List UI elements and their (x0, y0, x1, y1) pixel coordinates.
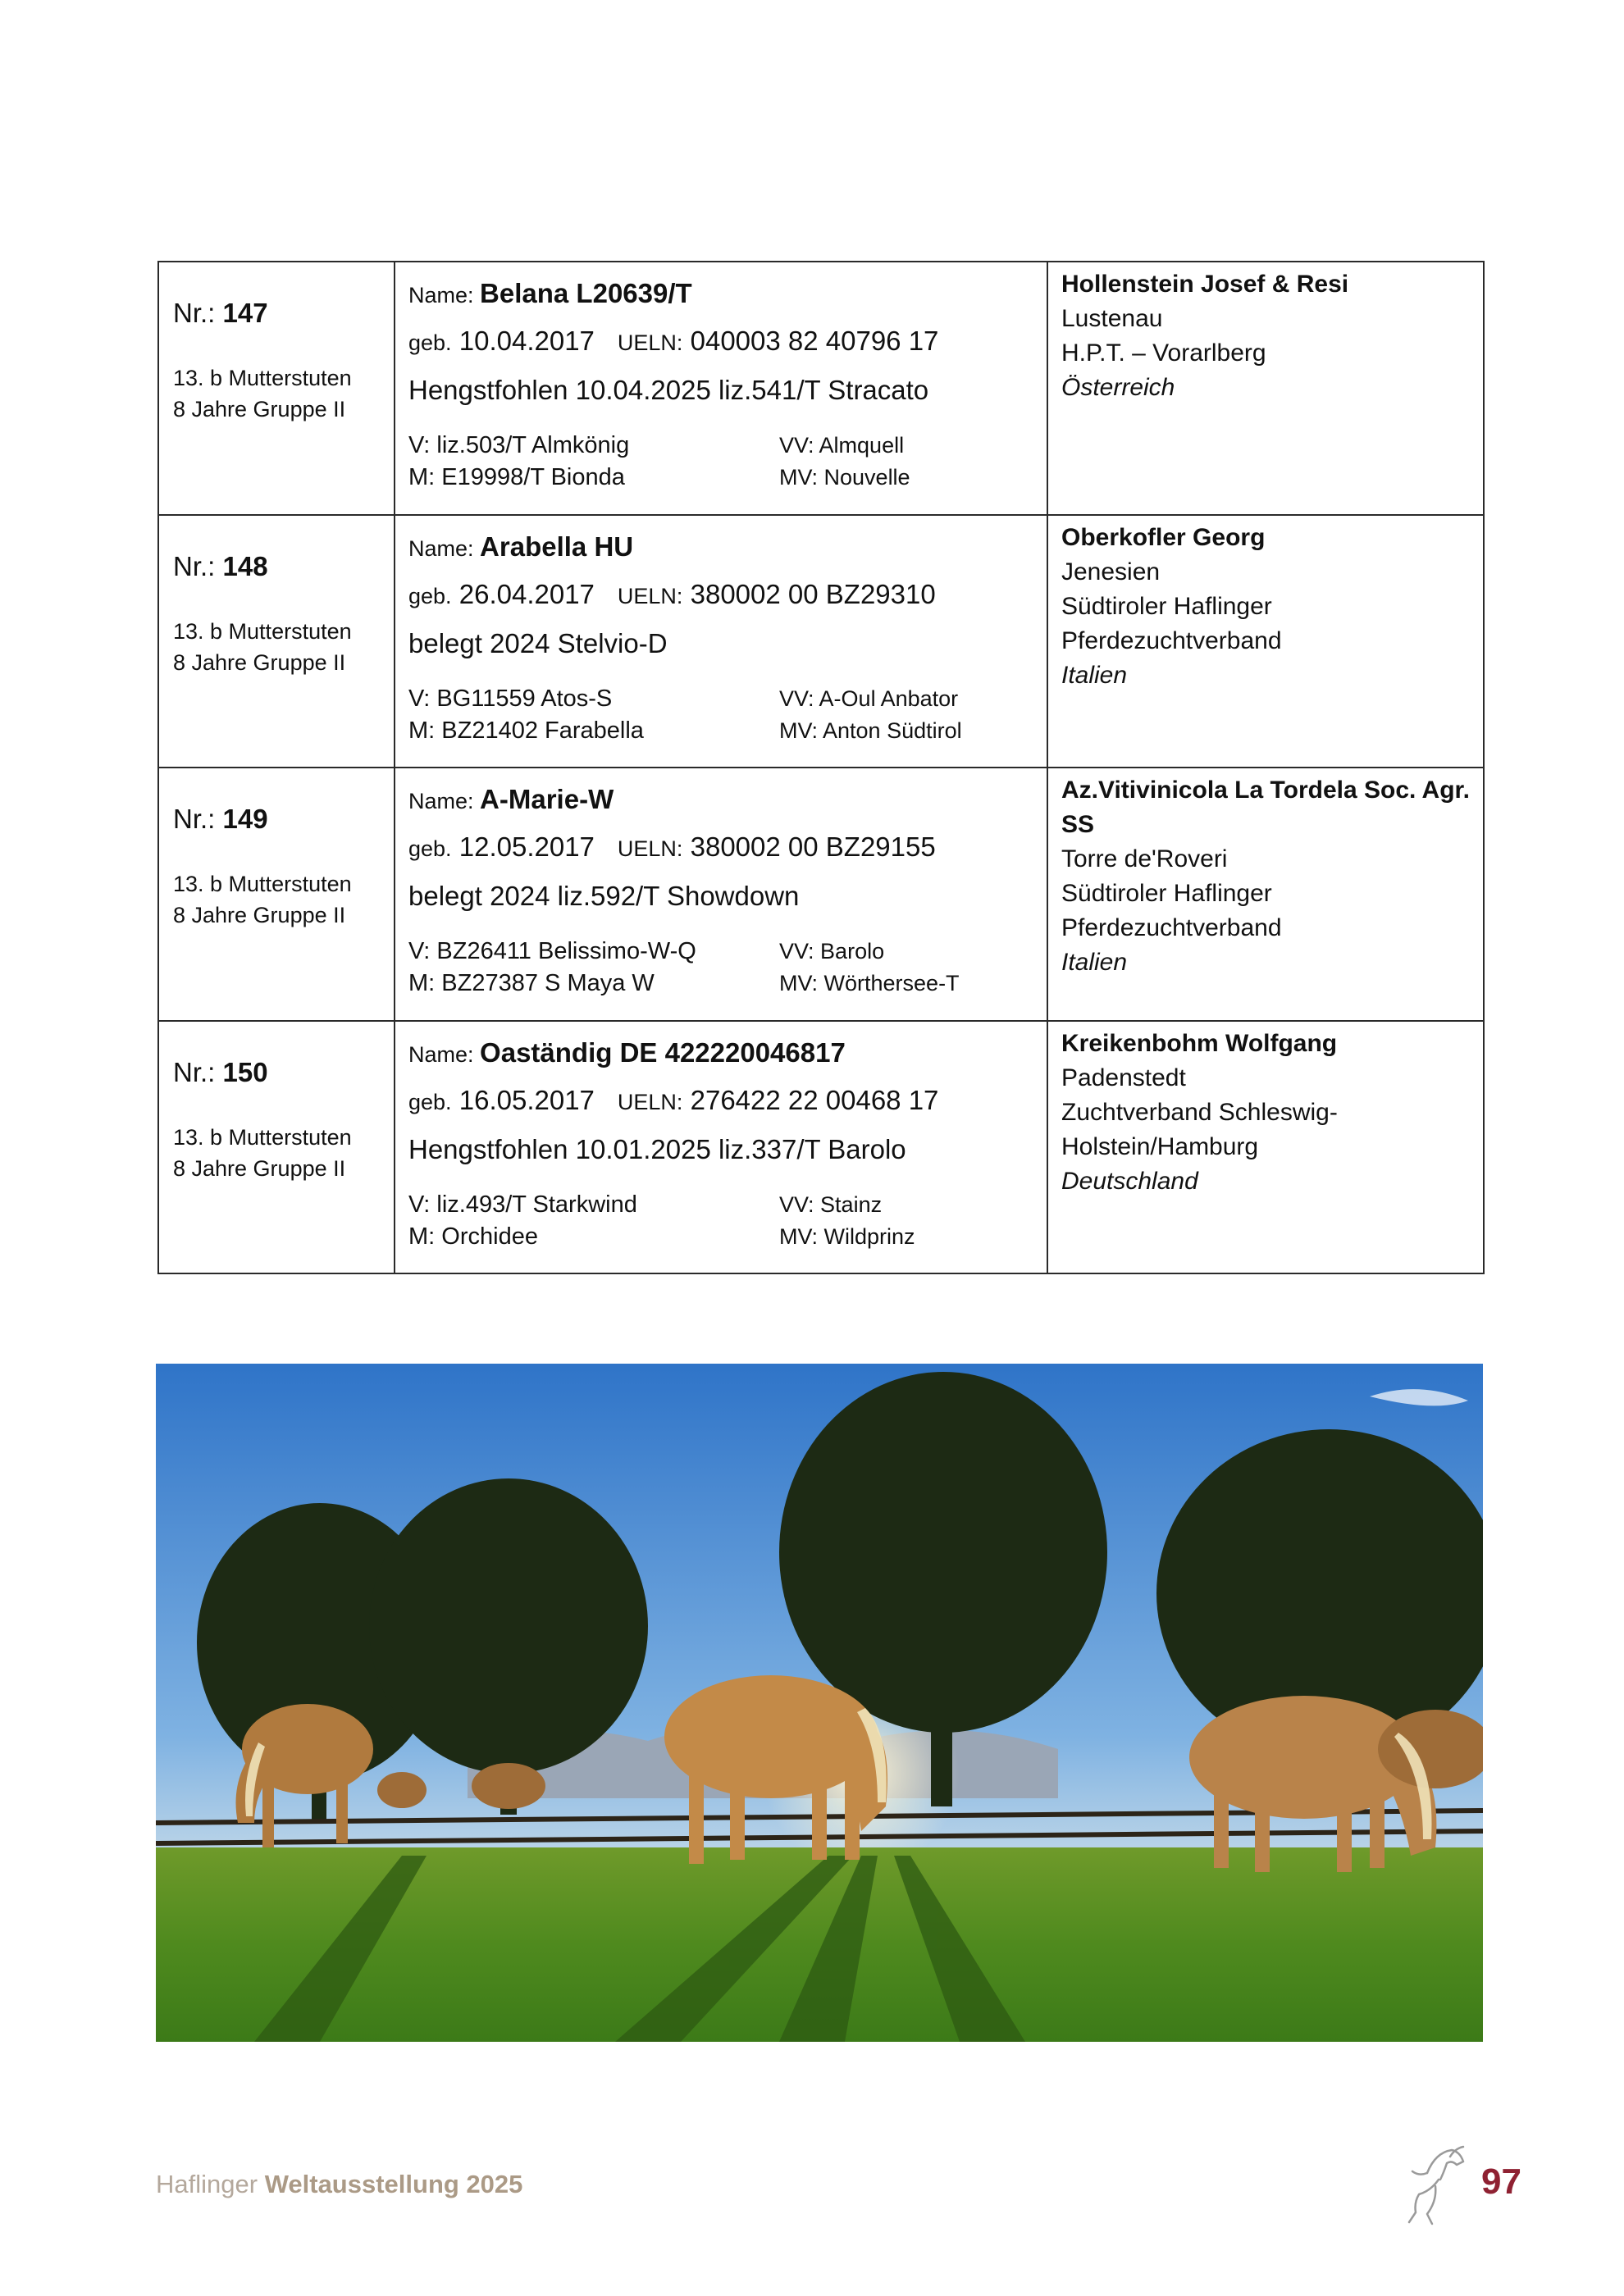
owner-country: Italien (1061, 949, 1128, 976)
dam: BZ27387 S Maya W (441, 970, 655, 996)
dam-label: M: (408, 970, 436, 996)
dam-label: M: (408, 1223, 436, 1250)
entry-number: 150 (222, 1056, 268, 1087)
name-label: Name: (408, 789, 474, 813)
horse-name: Arabella HU (480, 531, 634, 562)
breeding-status: belegt 2024 Stelvio-D (408, 627, 668, 658)
group-line: 8 Jahre Gruppe II (173, 1155, 346, 1181)
breeding-status: Hengstfohlen 10.04.2025 liz.541/T Stracato (408, 375, 929, 405)
class-line: 13. b Mutterstuten (173, 872, 352, 896)
breeding-status: Hengstfohlen 10.01.2025 liz.337/T Barolo (408, 1133, 906, 1164)
owner-line: Jenesien (1061, 558, 1161, 585)
dam-label: M: (408, 717, 436, 744)
dam-sire: Wörthersee-T (823, 971, 960, 995)
sire-sire-label: VV: (779, 1191, 814, 1217)
owner-cell (1047, 262, 1484, 515)
birth-label: geb. (408, 1089, 452, 1114)
entry-number-cell (158, 515, 395, 768)
owner-line: Südtiroler Haflinger (1061, 592, 1272, 620)
sire: BZ26411 Belissimo-W-Q (436, 938, 696, 964)
ueln-value: 380002 00 BZ29155 (690, 831, 936, 862)
class-line: 13. b Mutterstuten (173, 618, 352, 644)
entry-row-150 (158, 1021, 1484, 1274)
name-label: Name: (408, 283, 474, 308)
dam-sire-label: MV: (779, 1223, 818, 1249)
entry-row-149 (158, 768, 1484, 1021)
page-number: 97 (1481, 2162, 1521, 2202)
sire-sire: A-Oul Anbator (819, 686, 959, 711)
horse-name: Oaständig DE 422220046817 (480, 1036, 846, 1068)
entry-number: 147 (222, 298, 268, 328)
dam: Orchidee (441, 1223, 538, 1250)
owner-line: Holstein/Hamburg (1061, 1132, 1259, 1160)
owner-line: Pferdezuchtverband (1061, 626, 1282, 654)
owner-name: Kreikenbohm Wolfgang (1061, 1029, 1338, 1057)
sire-sire-label: VV: (779, 939, 814, 963)
ueln-value: 276422 22 00468 17 (690, 1084, 939, 1115)
dam-sire: Wildprinz (823, 1223, 915, 1249)
dam-label: M: (408, 464, 436, 490)
owner-cell (1047, 1021, 1484, 1274)
group-line: 8 Jahre Gruppe II (173, 649, 346, 675)
ueln-label: UELN: (617, 583, 683, 608)
ueln-label: UELN: (617, 1089, 683, 1114)
horse-name: A-Marie-W (480, 784, 614, 814)
nr-label: Nr.: (173, 1056, 216, 1087)
horse-info-cell (395, 262, 1047, 515)
nr-label: Nr.: (173, 550, 216, 581)
footer-title-bold: Weltausstellung 2025 (264, 2170, 523, 2198)
owner-country: Deutschland (1061, 1167, 1198, 1195)
dam-sire: Anton Südtirol (823, 718, 962, 743)
ueln-label: UELN: (617, 836, 683, 861)
ueln-value: 040003 82 40796 17 (690, 326, 939, 356)
name-label: Name: (408, 1041, 474, 1067)
birth-date: 12.05.2017 (458, 831, 595, 862)
sire: BG11559 Atos-S (436, 685, 613, 712)
birth-date: 26.04.2017 (458, 578, 595, 609)
entry-number: 149 (222, 804, 268, 834)
sire-label: V: (408, 1191, 431, 1218)
name-label: Name: (408, 535, 474, 561)
footer-title-light: Haflinger (156, 2170, 258, 2198)
entry-number-cell (158, 768, 395, 1021)
group-line: 8 Jahre Gruppe II (173, 397, 346, 421)
sire-sire-label: VV: (779, 433, 814, 458)
dam: E19998/T Bionda (441, 464, 625, 490)
nr-label: Nr.: (173, 298, 216, 328)
owner-line: Zuchtverband Schleswig- (1061, 1098, 1338, 1126)
owner-line: Pferdezuchtverband (1061, 914, 1282, 941)
ueln-value: 380002 00 BZ29310 (690, 578, 936, 609)
pedigree (408, 1189, 1047, 1253)
sire-label: V: (408, 938, 431, 964)
ueln-label: UELN: (617, 330, 683, 355)
horse-info-cell (395, 515, 1047, 768)
birth-label: geb. (408, 583, 452, 608)
entries-table (157, 261, 1485, 1274)
group-line: 8 Jahre Gruppe II (173, 903, 346, 927)
birth-date: 10.04.2017 (458, 326, 595, 356)
owner-line: Torre de'Roveri (1061, 845, 1228, 872)
owner-line: Lustenau (1061, 305, 1163, 332)
breeding-status: belegt 2024 liz.592/T Showdown (408, 881, 800, 911)
sire-sire-label: VV: (779, 686, 814, 711)
owner-country: Österreich (1061, 374, 1175, 401)
owner-cell (1047, 768, 1484, 1021)
owner-cell (1047, 515, 1484, 768)
horse-info-cell (395, 768, 1047, 1021)
entry-row-148 (158, 515, 1484, 768)
sire-label: V: (408, 685, 431, 712)
class-line: 13. b Mutterstuten (173, 366, 352, 390)
owner-name: Oberkofler Georg (1061, 523, 1266, 551)
horse-info-cell (395, 1021, 1047, 1274)
owner-line: Südtiroler Haflinger (1061, 880, 1272, 907)
sire-label: V: (408, 432, 431, 458)
owner-line: H.P.T. – Vorarlberg (1061, 339, 1266, 367)
dam-sire-label: MV: (779, 971, 818, 995)
horse-logo-icon (1403, 2140, 1471, 2230)
entry-number-cell (158, 1021, 395, 1274)
owner-name: Az.Vitivinicola La Tordela Soc. Agr. SS (1061, 777, 1470, 838)
dam-sire-label: MV: (779, 465, 818, 490)
horse-name: Belana L20639/T (480, 278, 692, 308)
dam-sire-label: MV: (779, 718, 818, 743)
birth-label: geb. (408, 836, 452, 861)
owner-country: Italien (1061, 661, 1128, 689)
owner-name: Hollenstein Josef & Resi (1061, 271, 1349, 298)
class-line: 13. b Mutterstuten (173, 1124, 352, 1150)
pedigree (408, 430, 1047, 494)
haflinger-pasture-photo (156, 1364, 1483, 2042)
nr-label: Nr.: (173, 804, 216, 834)
sire-sire: Barolo (820, 939, 885, 963)
sire-sire: Stainz (820, 1191, 883, 1217)
sire-sire: Almquell (819, 433, 905, 458)
pedigree (408, 683, 1047, 747)
owner-line: Padenstedt (1061, 1064, 1186, 1091)
sire: liz.503/T Almkönig (436, 432, 630, 458)
pedigree (408, 936, 1047, 1000)
entry-row-147 (158, 262, 1484, 515)
dam-sire: Nouvelle (823, 465, 910, 490)
sire: liz.493/T Starkwind (436, 1191, 637, 1218)
dam: BZ21402 Farabella (441, 717, 644, 744)
footer-title (156, 2170, 522, 2199)
entry-number-cell (158, 262, 395, 515)
birth-label: geb. (408, 330, 452, 355)
birth-date: 16.05.2017 (458, 1084, 595, 1115)
entry-number: 148 (222, 550, 268, 581)
